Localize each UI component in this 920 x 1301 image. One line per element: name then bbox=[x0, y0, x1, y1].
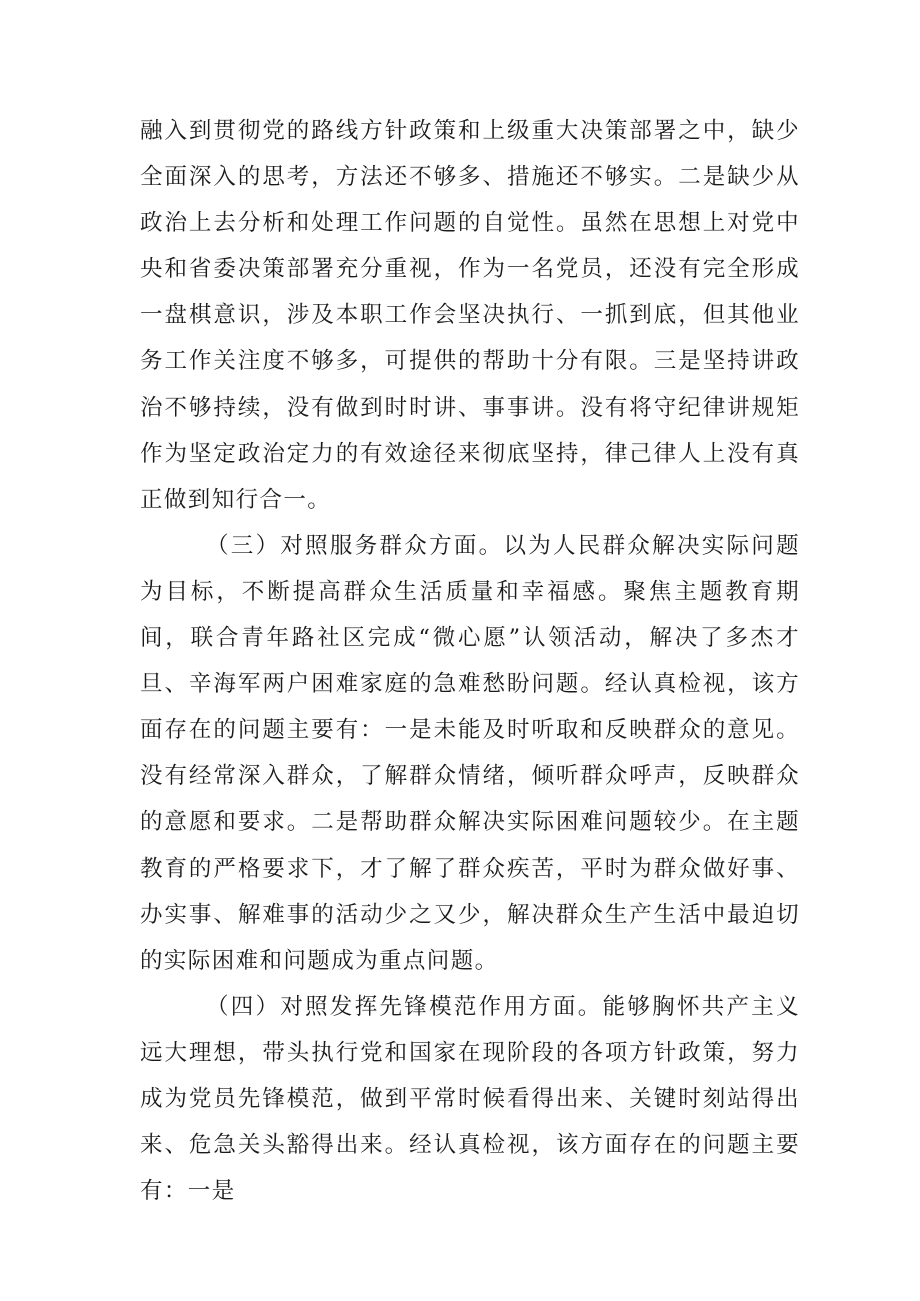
document-body bbox=[140, 108, 800, 1214]
paragraph-vanguard-role: （四）对照发挥先锋模范作用方面。能够胸怀共产主义远大理想，带头执行党和国家在现阶段的各项方针政策，努力成为党员先锋模范，做到平常时候看得出来、关键时刻站得出来、危急关头豁得出来。经认真检视，该方面存在的问题主要有：一是 bbox=[140, 993, 800, 1205]
paragraph-continuation: 融入到贯彻党的路线方针政策和上级重大决策部署之中，缺少全面深入的思考，方法还不够多、措施还不够实。二是缺少从政治上去分析和处理工作问题的自觉性。虽然在思想上对党中央和省委决策部署充分重视，作为一名党员，还没有完全形成一盘棋意识，涉及本职工作会坚决执行、一抓到底，但其他业务工作关注度不够多，可提供的帮助十分有限。三是坚持讲政治不够持续，没有做到时时讲、事事讲。没有将守纪律讲规矩作为坚定政治定力的有效途径来彻底坚持，律己律人上没有真正做到知行合一。 bbox=[140, 118, 800, 513]
paragraph-serve-the-masses: （三）对照服务群众方面。以为人民群众解决实际问题为目标，不断提高群众生活质量和幸福感。聚焦主题教育期间，联合青年路社区完成“微心愿”认领活动，解决了多杰才旦、辛海军两户困难家庭的急难愁盼问题。经认真检视，该方面存在的问题主要有：一是未能及时听取和反映群众的意见。没有经常深入群众，了解群众情绪，倾听群众呼声，反映群众的意愿和要求。二是帮助群众解决实际困难问题较少。在主题教育的严格要求下，才了解了群众疾苦，平时为群众做好事、办实事、解难事的活动少之又少，解决群众生产生活中最迫切的实际困难和问题成为重点问题。 bbox=[140, 532, 800, 974]
